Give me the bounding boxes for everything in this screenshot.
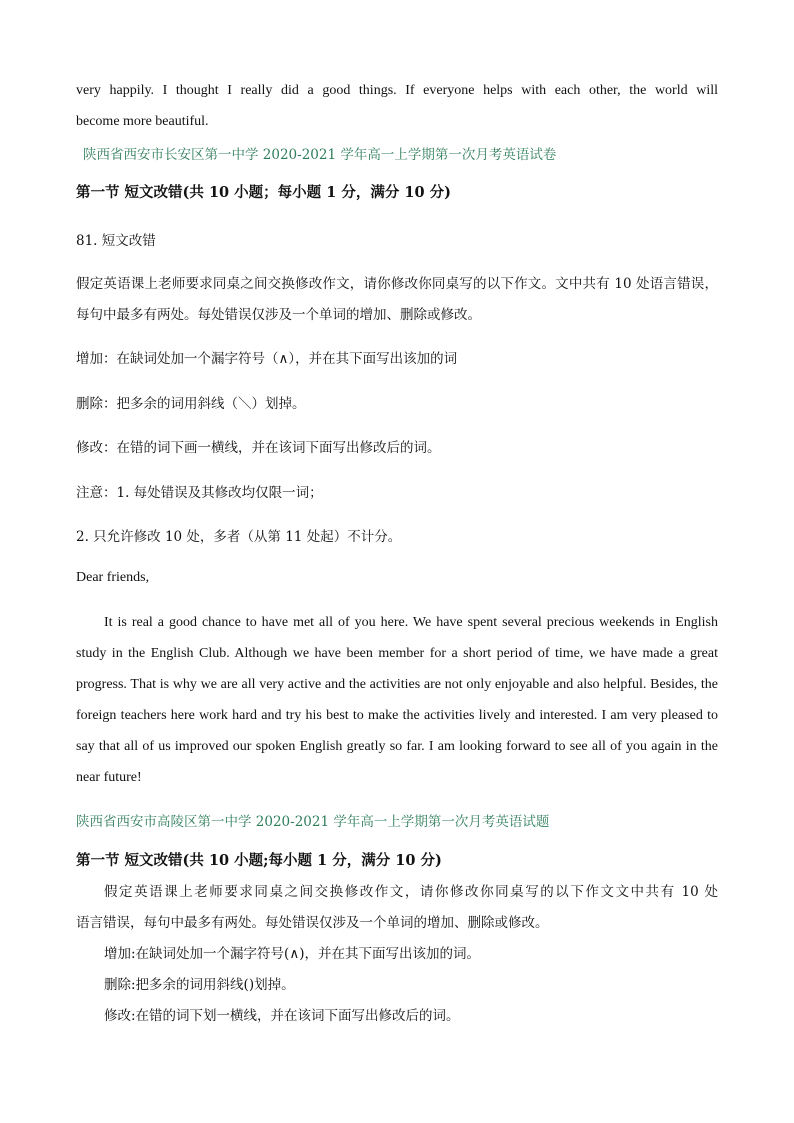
section2-modify-rule: 修改:在错的词下划一横线，并在该词下面写出修改后的词。 [104,1008,460,1024]
essay-greeting: Dear friends, [76,570,150,585]
essay-line-5: say that all of us improved our spoken English greatly so far. I am looking forward to see all of you again in the [76,739,718,754]
essay-line-4: foreign teachers here work hard and try his best to make the activities lively and interested. I am very pleased to [76,708,718,723]
section1-modify-rule: 修改：在错的词下画一横线，并在该词下面写出修改后的词。 [76,440,441,456]
section1-instruction-line-1: 假定英语课上老师要求同桌之间交换修改作文，请你修改你同桌写的以下作文。文中共有 10 处语言错误， [76,276,718,292]
section1-heading: 第一节 短文改错(共 10 小题；每小题 1 分，满分 10 分) [76,184,452,201]
section2-add-rule: 增加:在缺词处加一个漏字符号(∧)，并在其下面写出该加的词。 [104,946,480,962]
top-paragraph-line-2: become more beautiful. [76,114,209,129]
section1-note-1: 注意：1. 每处错误及其修改均仅限一词； [76,485,323,501]
essay-line-2: study in the English Club. Although we have been member for a short period of time, we have made a great [76,646,718,661]
section2-source-title: 陕西省西安市高陵区第一中学 2020-2021 学年高一上学期第一次月考英语试题 [76,814,550,830]
top-paragraph-line-1: very happily. I thought I really did a good things. If everyone helps with each other, the world will [76,83,718,98]
section1-instruction-line-2: 每句中最多有两处。每处错误仅涉及一个单词的增加、删除或修改。 [76,307,481,323]
section1-delete-rule: 删除：把多余的词用斜线（＼）划掉。 [76,396,306,412]
essay-line-1: It is real a good chance to have met all of you here. We have spent several precious weekends in English [104,615,718,630]
section2-delete-rule: 删除:把多余的词用斜线()划掉。 [104,977,295,993]
section1-add-rule: 增加：在缺词处加一个漏字符号（∧），并在其下面写出该加的词 [76,351,458,367]
essay-line-3: progress. That is why we are all very active and the activities are not only enjoyable and also helpful. Besides, the [76,677,718,692]
section2-instruction-line-1: 假定英语课上老师要求同桌之间交换修改作文，请你修改你同桌写的以下作文文中共有 10 处 [104,884,718,900]
section1-question-number: 81. 短文改错 [76,233,156,249]
section2-heading: 第一节 短文改错(共 10 小题;每小题 1 分，满分 10 分) [76,852,442,869]
essay-line-6: near future! [76,770,142,785]
section1-note-2: 2. 只允许修改 10 处，多者（从第 11 处起）不计分。 [76,529,402,545]
section2-instruction-line-2: 语言错误，每句中最多有两处。每处错误仅涉及一个单词的增加、删除或修改。 [76,915,549,931]
section1-source-title: 陕西省西安市长安区第一中学 2020-2021 学年高一上学期第一次月考英语试卷 [83,147,557,163]
